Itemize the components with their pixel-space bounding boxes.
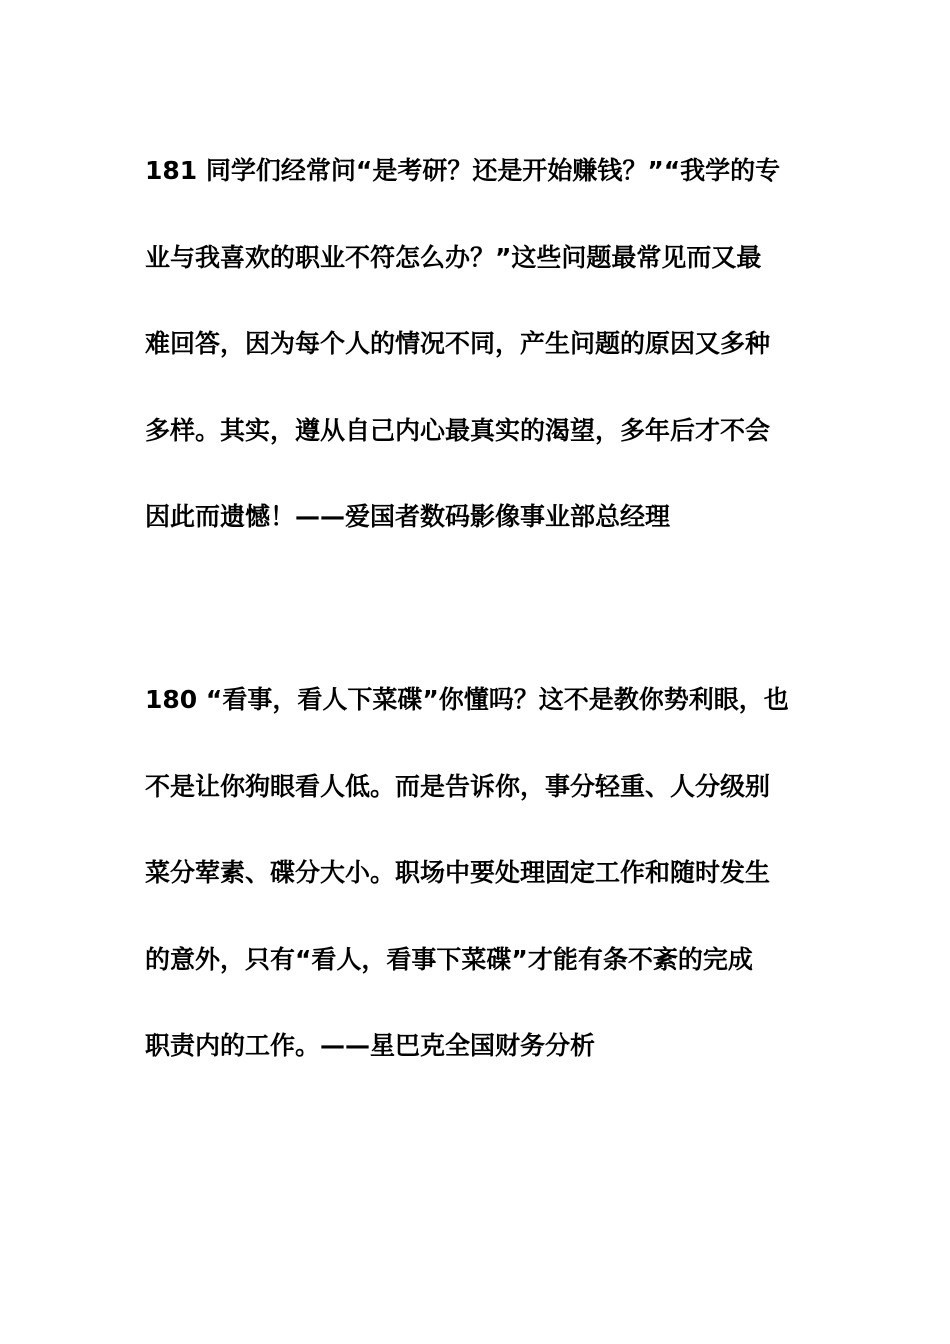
paragraph-line: 不是让你狗眼看人低。而是告诉你，事分轻重、人分级别: [145, 771, 771, 801]
paragraph-line: 181 同学们经常问“是考研？还是开始赚钱？”“我学的专: [145, 156, 781, 185]
paragraph-line: 多样。其实，遵从自己内心最真实的渴望，多年后才不会: [145, 415, 771, 445]
paragraph-line: 的意外，只有“看人，看事下菜碟”才能有条不紊的完成: [145, 944, 753, 974]
paragraph-line: 180 “看事，看人下菜碟”你懂吗？这不是教你势利眼，也: [145, 685, 789, 714]
quote-paragraph-181: [145, 148, 810, 581]
paragraph-line: 业与我喜欢的职业不符怎么办？”这些问题最常见而又最: [145, 242, 762, 272]
paragraph-line: 难回答，因为每个人的情况不同，产生问题的原因又多种: [145, 329, 771, 358]
paragraph-line: 因此而遗憾！——爱国者数码影像事业部总经理: [145, 502, 671, 531]
quote-paragraph-180: [145, 677, 810, 1110]
paragraph-line: 职责内的工作。——星巴克全国财务分析: [145, 1031, 596, 1060]
paragraph-line: 菜分荤素、碟分大小。职场中要处理固定工作和随时发生: [145, 858, 771, 887]
